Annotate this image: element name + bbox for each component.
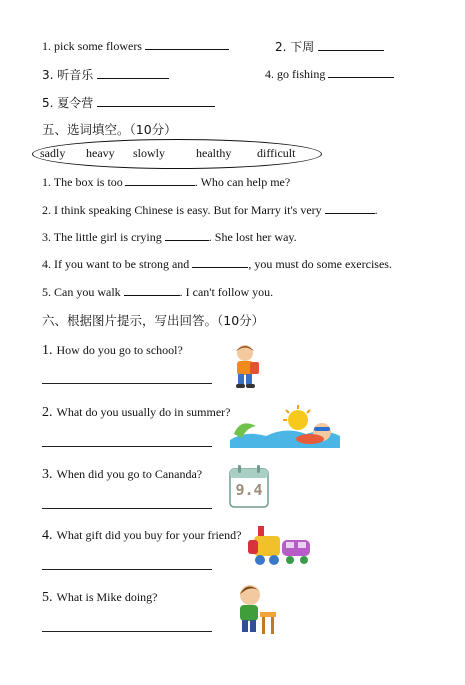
answer-blank[interactable] (97, 95, 215, 107)
word-bank-word: sadly (40, 146, 66, 160)
fill-item-text: . I can't follow you. (179, 285, 274, 299)
section5-heading: 五、选词填空。（10分） (42, 122, 177, 137)
fill-item-1 (42, 174, 290, 190)
fill-item-3 (42, 229, 297, 245)
fill-item-text: 3. The little girl is crying (42, 230, 162, 244)
question-number: 2. (42, 405, 53, 420)
question-4 (42, 526, 241, 544)
fill-item-text: 2. I think speaking Chinese is easy. But for Marry it's very (42, 203, 322, 217)
fill-item-text: 1. The box is too (42, 175, 123, 189)
calendar-icon (229, 464, 269, 508)
question-number: 4. (42, 528, 53, 543)
fill-item-2 (42, 202, 378, 218)
answer-blank[interactable] (165, 229, 209, 241)
calendar-date: 9.4 (235, 481, 263, 499)
boy-walking-icon (226, 342, 264, 390)
word-bank-word: healthy (196, 146, 232, 160)
answer-line[interactable] (42, 383, 212, 384)
answer-line[interactable] (42, 631, 212, 632)
fill-item-text: . She lost her way. (208, 230, 297, 244)
answer-blank[interactable] (325, 202, 375, 214)
answer-blank[interactable] (124, 284, 180, 296)
answer-blank[interactable] (192, 256, 248, 268)
boy-swimming-icon (226, 404, 342, 450)
translate-item-4-text: 4. go fishing (265, 67, 326, 81)
translate-item-2-text: 2. 下周 (275, 40, 315, 54)
translate-item-3-text: 3. 听音乐 (42, 68, 94, 82)
question-1 (42, 341, 183, 359)
word-bank-word: difficult (257, 146, 296, 160)
translate-item-2 (275, 38, 384, 55)
question-text: What do you usually do in summer? (56, 405, 231, 419)
answer-blank[interactable] (125, 174, 195, 186)
fill-item-5 (42, 284, 273, 300)
fill-item-text: , you must do some exercises. (248, 257, 392, 271)
section6-heading: 六、根据图片提示，写出回答。（10分） (42, 313, 265, 328)
translate-item-1 (42, 38, 229, 54)
answer-blank[interactable] (318, 39, 384, 51)
fill-item-text: . Who can help me? (194, 175, 291, 189)
fill-item-4 (42, 256, 392, 272)
toy-train-icon (244, 522, 314, 568)
question-number: 5. (42, 590, 53, 605)
question-text: How do you go to school? (56, 343, 183, 357)
fill-item-text: 5. Can you walk (42, 285, 121, 299)
word-bank-word: slowly (133, 146, 166, 160)
question-text: What is Mike doing? (56, 590, 158, 604)
fill-item-text: . (374, 203, 378, 217)
question-number: 3. (42, 467, 53, 482)
question-text: What gift did you buy for your friend? (56, 528, 242, 542)
answer-line[interactable] (42, 569, 212, 570)
word-bank-word: heavy (86, 146, 115, 160)
answer-line[interactable] (42, 446, 212, 447)
fill-item-text: 4. If you want to be strong and (42, 257, 190, 271)
translate-item-5-text: 5. 夏令营 (42, 96, 94, 110)
boy-thinking-icon (230, 582, 280, 636)
question-2 (42, 403, 230, 421)
translate-item-1-text: 1. pick some flowers (42, 39, 142, 53)
question-number: 1. (42, 343, 53, 358)
answer-blank[interactable] (97, 67, 169, 79)
question-5 (42, 588, 157, 606)
answer-blank[interactable] (145, 38, 229, 50)
question-text: When did you go to Cananda? (56, 467, 203, 481)
answer-blank[interactable] (328, 66, 394, 78)
translate-item-3 (42, 66, 169, 83)
translate-item-5 (42, 94, 215, 111)
translate-item-4 (265, 66, 394, 82)
question-3 (42, 465, 202, 483)
answer-line[interactable] (42, 508, 212, 509)
